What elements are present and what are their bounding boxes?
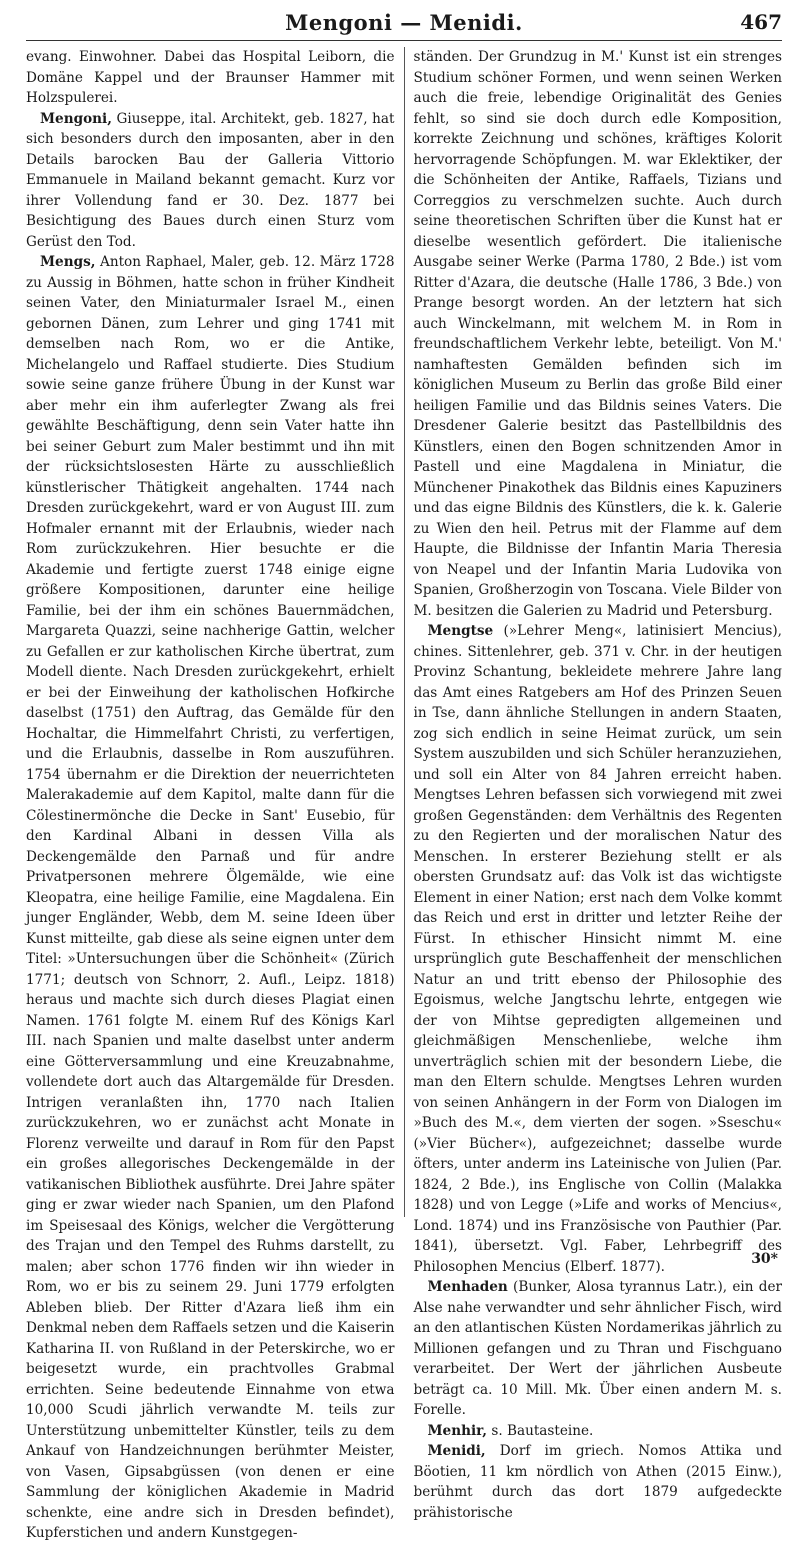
text-columns (26, 47, 782, 1541)
entry-text: (Bunker, Alosa tyrannus Latr.), ein der Alse nahe verwandter und sehr ähnlicher Fisch, wird an den atlantischen Küsten Nordamerikas jährlich zu Millionen gefangen und zu Thran und Fischguano verarbeitet. Der Wert der jährlichen Ausbeute beträgt ca. 10 Mill. Mk. Über einen andern M. s. Forelle. (413, 1279, 782, 1418)
entry-text: (»Lehrer Meng«, latinisiert Mencius), chines. Sittenlehrer, geb. 371 v. Chr. in der heutigen Provinz Schantung, bekleidete mehrere Jahre lang das Amt eines Ratgebers am Hof des Prinzen Seuen in Tse, dann ähnliche Stellungen in andern Staaten, zog sich endlich in seine Heimat zurück, um sein System auszubilden und sich Schüler heranzuziehen, und soll ein Alter von 84 Jahren erreicht haben. Mengtses Lehren befassen sich vorwiegend mit zwei großen Gegenständen: dem Verhältnis des Regenten zu den Regierten und der moralischen Natur des Menschen. In ersterer Beziehung stellt er als obersten Grundsatz auf: das Volk ist das wichtigste Element in einer Nation; erst nach dem Volke kommt das Reich und erst in dritter und letzter Reihe der Fürst. In ethischer Hinsicht nimmt M. eine ursprünglich gute Beschaffenheit der menschlichen Natur an und tritt ebenso der Philosophie des Egoismus, welche Jangtschu lehrte, entgegen wie der von Mihtse gepredigten allgemeinen und gleichmäßigen Menschenliebe, welche ihm unverträglich schien mit der besondern Liebe, die man den Eltern schulde. Mengtses Lehren wurden von seinen Anhängern in der Form von Dialogen im »Buch des M.«, dem vierten der sogen. »Sseschu« (»Vier Bücher«), aufgezeichnet; dasselbe wurde öfters, unter anderm ins Lateinische von Julien (Par. 1824, 2 Bde.), ins Englische von Collin (Malakka 1828) und von Legge (»Life and works of Mencius«, Lond. 1874) und ins Französische von Pauthier (Par. 1841), übersetzt. Vgl. Faber, Lehrbegriff des Philosophen Mencius (Elberf. 1877). (413, 623, 782, 1275)
entry-text: s. Bautasteine. (487, 1422, 594, 1439)
entry-mengoni (26, 109, 395, 253)
page-header (26, 0, 782, 41)
entry-text: Anton Raphael, Maler, geb. 12. März 1728 zu Aussig in Böhmen, hatte schon in früher Kindheit seinen Vater, den Miniaturmaler Israel M., einen gebornen Dänen, zum Lehrer und ging 1741 mit demselben nach Rom, wo er die Antike, Michelangelo und Raffael studierte. Dies Studium sowie seine ganze frühere Übung in der Kunst war aber mehr ein ihm auferlegter Zwang als frei gewählte Beschäftigung, denn sein Vater hatte ihn bei seiner Geburt zum Maler bestimmt und ihn mit der rücksichtslosesten Härte zu ausschließlich künstlerischer Thätigkeit angehalten. 1744 nach Dresden zurückgekehrt, ward er von August III. zum Hofmaler ernannt mit der Erlaubnis, wieder nach Rom zurückzukehren. Hier besuchte er die Akademie und fertigte zuerst 1748 einige eigne größere Kompositionen, darunter eine heilige Familie, bei der ihm ein schönes Bauernmädchen, Margareta Quazzi, seine nachherige Gattin, welcher zu Gefallen er zur katholischen Kirche übertrat, zum Modell diente. Nach Dresden zurückgekehrt, erhielt er bei der Einweihung der katholischen Hofkirche daselbst (1751) den Auftrag, das Gemälde für den Hochaltar, die Himmelfahrt Christi, zu verfertigen, und die Erlaubnis, dasselbe in Rom auszuführen. 1754 übernahm er die Direktion der neuerrichteten Malerakademie auf dem Kapitol, malte dann für die Cölestinermönche die Decke in Sant' Eusebio, für den Kardinal Albani in dessen Villa als Deckengemälde den Parnaß und für andre Privatpersonen mehrere Ölgemälde, wie eine Kleopatra, eine heilige Familie, eine Magdalena. Ein junger Engländer, Webb, dem M. seine Ideen über Kunst mitteilte, gab diese als seine eignen unter dem Titel: »Untersuchungen über die Schönheit« (Zürich 1771; deutsch von Schnorr, 2. Aufl., Leipz. 1818) heraus und machte sich durch dieses Plagiat einen Namen. 1761 folgte M. einem Ruf des Königs Karl III. nach Spanien und malte daselbst unter anderm eine Götterversammlung und eine Kreuzabnahme, vollendete dort auch das Altargemälde für Dresden. Intrigen veranlaßten ihn, 1770 nach Italien zurückzukehren, wo er zunächst acht Monate in Florenz verweilte und darauf in Rom für den Papst ein großes allegorisches Deckengemälde in der vatikanischen Bibliothek ausführte. Drei Jahre später ging er zwar wieder nach Spanien, um den Plafond im Speisesaal des Königs, welcher die Vergötterung des Trajan und den Tempel des Ruhms darstellt, zu malen; aber schon 1776 finden wir ihn wieder in Rom, wo er bis zu seinem 29. Juni 1779 erfolgten Ableben blieb. Der Ritter d'Azara ließ ihm ein Denkmal neben dem Raffaels setzen und die Kaiserin Katharina II. von Rußland in der Peterskirche, wo er beigesetzt wurde, ein prachtvolles Grabmal errichten. Seine bedeutende Einnahme von etwa 10,000 Scudi jährlich verwandte M. teils zur Unterstützung unbemittelter Künstler, teils zu dem Ankauf von Handzeichnungen berühmter Meister, von Vasen, Gipsabgüssen (von denen er eine Sammlung der königlichen Akademie in Madrid schenkte, eine andre sich in Dresden befindet), Kupferstichen und andern Kunstgegen- (26, 254, 395, 1541)
entry-mengtse (414, 621, 783, 1277)
continuation-paragraph: evang. Einwohner. Dabei das Hospital Leiborn, die Domäne Kappel und der Braunser Hammer mit Holzspulerei. (26, 49, 395, 106)
entry-menidi (414, 1441, 783, 1523)
headword: Mengtse (427, 623, 494, 639)
left-column (26, 47, 405, 1541)
entry-text: Dorf im griech. Nomos Attika und Böotien, 11 km nördlich von Athen (2015 Einw.), berühmt durch das dort 1879 aufgedeckte prähistorische (413, 1443, 782, 1521)
entry-text: Giuseppe, ital. Architekt, geb. 1827, hat sich besonders durch den imposanten, aber in den Details barocken Bau der Galleria Vittorio Emmanuele in Mailand bekannt gemacht. Kurz vor ihrer Vollendung fand er 30. Dez. 1877 bei Besichtigung des Baues durch einen Sturz vom Gerüst den Tod. (26, 110, 395, 250)
headword: Menhir, (427, 1422, 488, 1439)
continuation-paragraph: ständen. Der Grundzug in M.' Kunst ist ein strenges Studium schöner Formen, und wenn seinen Werken auch die freie, lebendige Originalität des Genies fehlt, so sind sie doch durch edle Komposition, korrekte Zeichnung und schönes, kräftiges Kolorit hervorragende Schöpfungen. M. war Eklektiker, der die Schönheiten der Antike, Raffaels, Tizians und Correggios zu verschmelzen suchte. Auch durch seine theoretischen Schriften über die Kunst hat er dieselbe wesentlich gefördert. Die italienische Ausgabe seiner Werke (Parma 1780, 2 Bde.) ist vom Ritter d'Azara, die deutsche (Halle 1786, 3 Bde.) von Prange besorgt worden. An der letztern hat sich auch Winckelmann, mit welchem M. in Rom in freundschaftlichem Verkehr lebte, beteiligt. Von M.' namhaftesten Gemälden befinden sich im königlichen Museum zu Berlin das große Bild einer heiligen Familie und das Bildnis seines Vaters. Die Dresdener Galerie besitzt das Pastellbildnis des Künstlers, einen den Bogen schnitzenden Amor in Pastell und eine Magdalena in Miniatur, die Münchener Pinakothek das Bildnis eines Kapuziners und das eigne Bildnis des Künstlers, die k. k. Galerie zu Wien den heil. Petrus mit der Flamme auf dem Haupte, die Bildnisse der Infantin Maria Theresia von Neapel und der Infantin Maria Ludovika von Spanien, Großherzogin von Toscana. Viele Bilder von M. besitzen die Galerien zu Madrid und Petersburg. (413, 49, 782, 619)
sheet-signature: 30* (751, 1251, 778, 1267)
entry-menhaden (414, 1277, 783, 1421)
running-title: Mengoni — Menidi. (285, 10, 523, 35)
entry-menhir (414, 1421, 783, 1442)
page-number: 467 (740, 10, 782, 34)
headword: Menhaden (427, 1279, 508, 1295)
headword: Mengoni, (40, 110, 112, 127)
headword: Menidi, (427, 1443, 486, 1459)
entry-mengs (26, 252, 395, 1544)
headword: Mengs, (40, 254, 96, 270)
